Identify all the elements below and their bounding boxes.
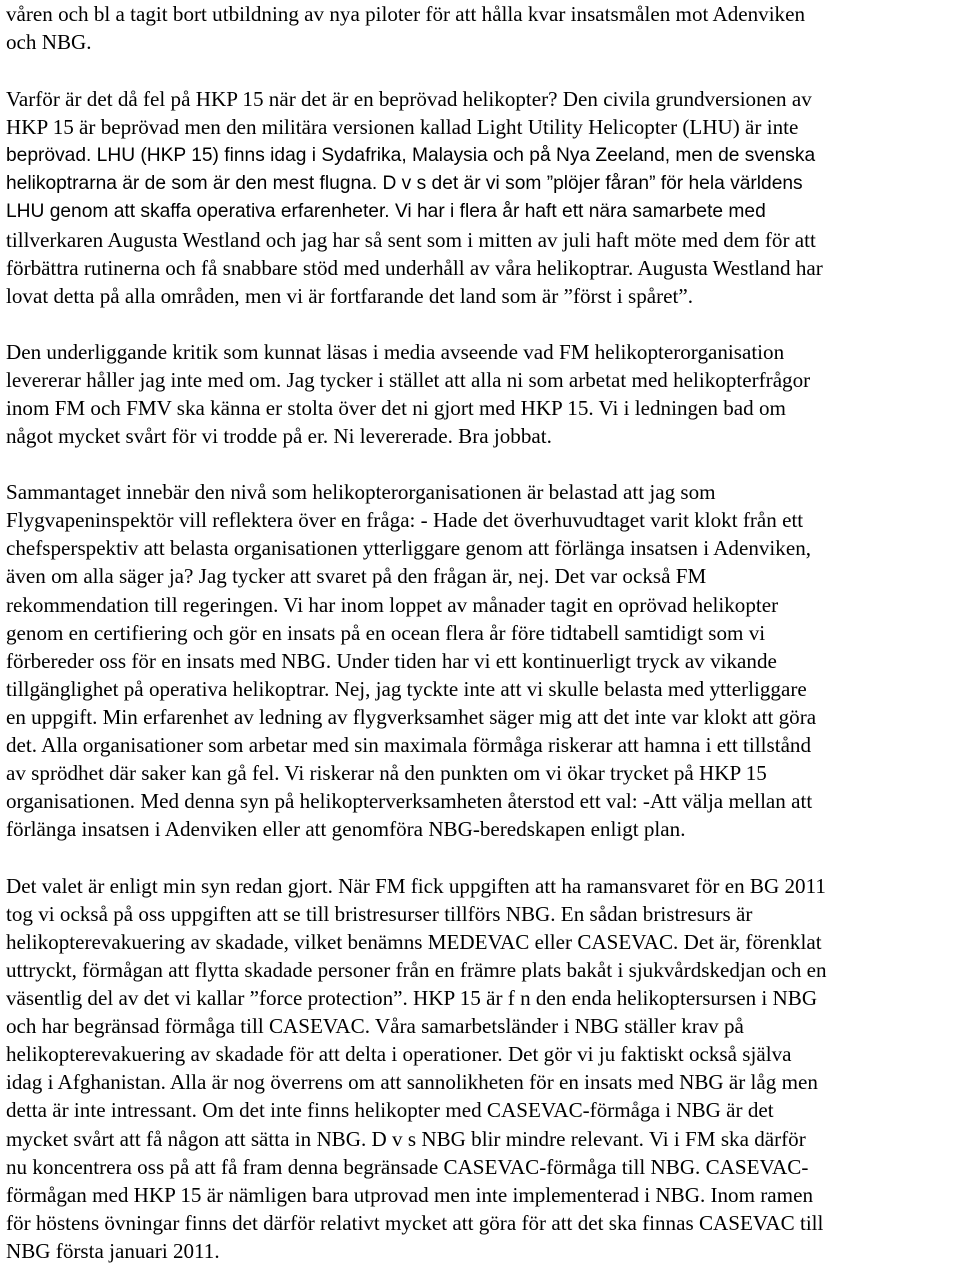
text-line: mycket svårt att få någon att sätta in NBG. D v s NBG blir mindre relevant. Vi i FM ska därför <box>6 1127 806 1151</box>
text-line: av sprödhet där saker kan gå fel. Vi riskerar nå den punkten om vi ökar trycket på HKP 15 <box>6 761 767 785</box>
text-line: en uppgift. Min erfarenhet av ledning av flygverksamhet säger mig att det inte var klokt att göra <box>6 705 817 729</box>
text-line: förbereder oss för en insats med NBG. Under tiden har vi ett kontinuerligt tryck av vikande <box>6 649 777 673</box>
text-line: väsentlig del av det vi kallar ”force protection”. HKP 15 är f n den enda helikoptersursen i NBG <box>6 986 818 1010</box>
text-line: något mycket svårt för vi trodde på er. Ni levererade. Bra jobbat. <box>6 424 552 448</box>
text-line: organisationen. Med denna syn på helikopterverksamheten återstod ett val: -Att välja mellan att <box>6 789 813 813</box>
text-line: tillgänglighet på operativa helikoptrar. Nej, jag tyckte inte att vi skulle belasta med ytterliggare <box>6 677 807 701</box>
text-line: Flygvapeninspektör vill reflektera över en fråga: - Hade det överhuvudtaget varit klokt från ett <box>6 508 804 532</box>
text-line: helikopterevakuering av skadade för att delta i operationer. Det gör vi ju faktiskt också själva <box>6 1042 792 1066</box>
text-line: och har begränsad förmåga till CASEVAC. Våra samarbetsländer i NBG ställer krav på <box>6 1014 744 1038</box>
text-line: för höstens övningar finns det därför relativt mycket att göra för att det ska finnas CASEVAC till <box>6 1211 824 1235</box>
text-line: idag i Afghanistan. Alla är nog överrens om att sannolikheten för en insats med NBG är låg men <box>6 1070 818 1094</box>
text-line: inom FM och FMV ska känna er stolta över det ni gjort med HKP 15. Vi i ledningen bad om <box>6 396 786 420</box>
text-line: helikopterevakuering av skadade, vilket benämns MEDEVAC eller CASEVAC. Det är, förenklat <box>6 930 822 954</box>
text-line: rekommendation till regeringen. Vi har inom loppet av månader tagit en oprövad helikopter <box>6 593 779 617</box>
text-line: genom en certifiering och gör en insats på en ocean flera år före tidtabell samtidigt som vi <box>6 621 766 645</box>
text-line: LHU genom att skaffa operativa erfarenheter. Vi har i flera år haft ett nära samarbete med <box>6 201 766 222</box>
text-line: uttryckt, förmågan att flytta skadade personer från en främre plats bakåt i sjukvårdskedjan och en <box>6 958 827 982</box>
text-line: förmågan med HKP 15 är nämligen bara utprovad men inte implementerad i NBG. Inom ramen <box>6 1183 813 1207</box>
text-line: chefsperspektiv att belasta organisationen ytterliggare genom att förlänga insatsen i Adenviken, <box>6 536 812 560</box>
text-line: tog vi också på oss uppgiften att se till bristresurser tillförs NBG. En sådan bristresurs är <box>6 902 753 926</box>
text-line: även om alla säger ja? Jag tycker att svaret på den frågan är, nej. Det var också FM <box>6 564 707 588</box>
text-line: beprövad. LHU (HKP 15) finns idag i Sydafrika, Malaysia och på Nya Zeeland, men de svenska <box>6 145 816 166</box>
text-line: Den underliggande kritik som kunnat läsas i media avseende vad FM helikopterorganisation <box>6 340 785 364</box>
text-line: HKP 15 är beprövad men den militära versionen kallad Light Utility Helicopter (LHU) är inte <box>6 115 799 139</box>
text-line: Varför är det då fel på HKP 15 när det är en beprövad helikopter? Den civila grundversionen av <box>6 87 812 111</box>
text-line: nu koncentrera oss på att få fram denna begränsade CASEVAC-förmåga till NBG. CASEVAC- <box>6 1155 809 1179</box>
text-line: förbättra rutinerna och få snabbare stöd med underhåll av våra helikoptrar. Augusta Westland har <box>6 256 823 280</box>
text-line: våren och bl a tagit bort utbildning av nya piloter för att hålla kvar insatsmålen mot Adenviken <box>6 2 806 26</box>
text-line: och NBG. <box>6 30 92 54</box>
text-line: det. Alla organisationer som arbetar med sin maximala förmåga riskerar att hamna i ett tillstånd <box>6 733 812 757</box>
text-line: levererar håller jag inte med om. Jag tycker i stället att alla ni som arbetat med helikopterfrågor <box>6 368 811 392</box>
text-line: Sammantaget innebär den nivå som helikopterorganisationen är belastad att jag som <box>6 480 716 504</box>
text-line: lovat detta på alla områden, men vi är fortfarande det land som är ”först i spåret”. <box>6 284 694 308</box>
text-line: helikoptrarna är de som är den mest flugna. D v s det är vi som ”plöjer fåran” för hela världens <box>6 173 803 194</box>
text-line: tillverkaren Augusta Westland och jag har så sent som i mitten av juli haft möte med dem för att <box>6 228 816 252</box>
text-line: detta är inte intressant. Om det inte finns helikopter med CASEVAC-förmåga i NBG är det <box>6 1098 774 1122</box>
text-line: Det valet är enligt min syn redan gjort. När FM fick uppgiften att ha ramansvaret för en BG 2011 <box>6 874 826 898</box>
text-line: förlänga insatsen i Adenviken eller att genomföra NBG-beredskapen enligt plan. <box>6 817 686 841</box>
text-line: NBG första januari 2011. <box>6 1239 220 1263</box>
